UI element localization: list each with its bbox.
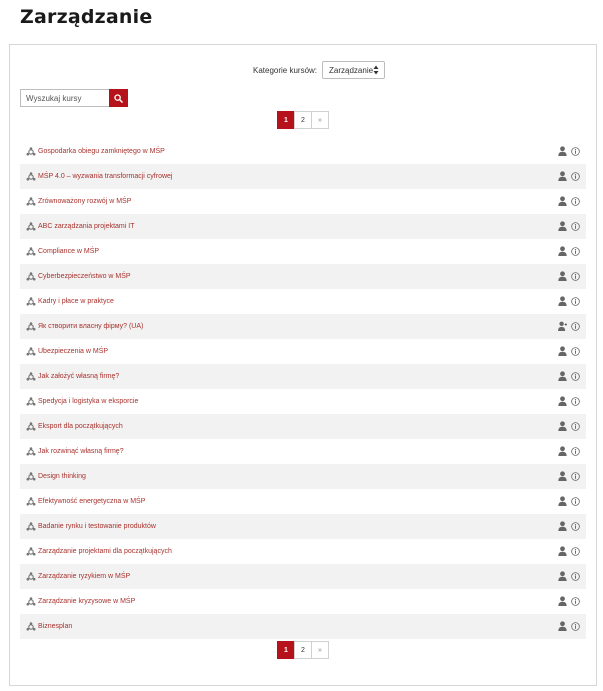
page-link-1[interactable]: 1 xyxy=(277,111,295,129)
course-row xyxy=(20,439,586,464)
course-icon xyxy=(26,297,36,307)
course-row xyxy=(20,314,586,339)
user-icon[interactable] xyxy=(558,571,567,581)
course-row xyxy=(20,339,586,364)
course-actions xyxy=(558,221,580,231)
page-link-2[interactable]: 2 xyxy=(294,641,312,659)
course-link[interactable]: Zarządzanie kryzysowe w MŚP xyxy=(38,598,136,605)
course-icon xyxy=(26,222,36,232)
course-link[interactable]: Як створити власну фірму? (UA) xyxy=(38,323,144,330)
page-link-1[interactable]: 1 xyxy=(277,641,295,659)
course-actions xyxy=(558,146,580,156)
course-link[interactable]: Jak rozwinąć własną firmę? xyxy=(38,448,124,455)
course-actions xyxy=(558,571,580,581)
course-icon xyxy=(26,272,36,282)
user-icon[interactable] xyxy=(558,596,567,606)
pagination-top xyxy=(277,111,329,129)
info-icon[interactable] xyxy=(571,172,580,181)
user-icon[interactable] xyxy=(558,396,567,406)
user-icon[interactable] xyxy=(558,371,567,381)
course-link[interactable]: Cyberbezpieczeństwo w MŚP xyxy=(38,273,131,280)
page-title: Zarządzanie xyxy=(20,6,153,28)
course-icon xyxy=(26,172,36,182)
category-select-value: Zarządzanie xyxy=(329,65,374,75)
course-row xyxy=(20,189,586,214)
course-link[interactable]: ABC zarządzania projektami IT xyxy=(38,223,135,230)
course-link[interactable]: Zarządzanie ryzykiem w MŚP xyxy=(38,573,131,580)
course-icon xyxy=(26,497,36,507)
course-icon xyxy=(26,422,36,432)
course-row xyxy=(20,389,586,414)
course-link[interactable]: Zarządzanie projektami dla początkujących xyxy=(38,548,172,555)
user-icon[interactable] xyxy=(558,246,567,256)
info-icon[interactable] xyxy=(571,572,580,581)
course-row xyxy=(20,464,586,489)
category-filter xyxy=(10,61,596,79)
info-icon[interactable] xyxy=(571,472,580,481)
info-icon[interactable] xyxy=(571,197,580,206)
course-row xyxy=(20,539,586,564)
course-link[interactable]: Spedycja i logistyka w eksporcie xyxy=(38,398,139,405)
course-actions xyxy=(558,546,580,556)
info-icon[interactable] xyxy=(571,397,580,406)
course-row xyxy=(20,514,586,539)
course-icon xyxy=(26,147,36,157)
user-icon[interactable] xyxy=(558,146,567,156)
info-icon[interactable] xyxy=(571,522,580,531)
course-actions xyxy=(558,396,580,406)
category-select[interactable] xyxy=(322,61,385,79)
info-icon[interactable] xyxy=(571,597,580,606)
course-actions xyxy=(558,421,580,431)
info-icon[interactable] xyxy=(571,497,580,506)
user-icon[interactable] xyxy=(558,521,567,531)
course-row xyxy=(20,164,586,189)
course-actions xyxy=(558,246,580,256)
course-link[interactable]: Eksport dla początkujących xyxy=(38,423,123,430)
course-link[interactable]: Badanie rynku i testowanie produktów xyxy=(38,523,156,530)
course-icon xyxy=(26,622,36,632)
info-icon[interactable] xyxy=(571,372,580,381)
course-row xyxy=(20,289,586,314)
page-next[interactable]: » xyxy=(311,641,329,659)
user-icon[interactable] xyxy=(558,171,567,181)
course-icon xyxy=(26,322,36,332)
course-link[interactable]: Kadry i płace w praktyce xyxy=(38,298,114,305)
course-row xyxy=(20,239,586,264)
course-row xyxy=(20,489,586,514)
info-icon[interactable] xyxy=(571,222,580,231)
pagination-bottom xyxy=(277,641,329,659)
course-actions xyxy=(558,196,580,206)
course-actions xyxy=(558,521,580,531)
course-link[interactable]: Zrównoważony rozwój w MŚP xyxy=(38,198,132,205)
user-icon[interactable] xyxy=(558,196,567,206)
user-icon[interactable] xyxy=(558,221,567,231)
user-icon[interactable] xyxy=(558,271,567,281)
info-icon[interactable] xyxy=(571,547,580,556)
course-link[interactable]: Gospodarka obiegu zamkniętego w MŚP xyxy=(38,148,165,155)
course-actions xyxy=(558,171,580,181)
user-icon[interactable] xyxy=(558,621,567,631)
course-row xyxy=(20,414,586,439)
course-actions xyxy=(558,496,580,506)
course-search xyxy=(20,89,128,107)
user-icon[interactable] xyxy=(558,296,567,306)
course-link[interactable]: Jak założyć własną firmę? xyxy=(38,373,120,380)
user-icon[interactable] xyxy=(558,496,567,506)
info-icon[interactable] xyxy=(571,272,580,281)
course-actions xyxy=(558,596,580,606)
info-icon[interactable] xyxy=(571,447,580,456)
info-icon[interactable] xyxy=(571,247,580,256)
course-actions xyxy=(558,321,580,331)
course-icon xyxy=(26,197,36,207)
sort-caret-icon xyxy=(373,65,379,75)
user-icon[interactable] xyxy=(558,421,567,431)
search-button[interactable] xyxy=(109,89,128,107)
user-icon[interactable] xyxy=(558,346,567,356)
course-panel xyxy=(9,44,597,686)
course-row xyxy=(20,589,586,614)
course-row xyxy=(20,564,586,589)
info-icon[interactable] xyxy=(571,347,580,356)
user-icon[interactable] xyxy=(558,546,567,556)
info-icon[interactable] xyxy=(571,622,580,631)
course-icon xyxy=(26,347,36,357)
course-icon xyxy=(26,247,36,257)
info-icon[interactable] xyxy=(571,297,580,306)
course-icon xyxy=(26,397,36,407)
user-icon[interactable] xyxy=(558,471,567,481)
course-actions xyxy=(558,346,580,356)
course-icon xyxy=(26,372,36,382)
course-row xyxy=(20,264,586,289)
page-link-2[interactable]: 2 xyxy=(294,111,312,129)
info-icon[interactable] xyxy=(571,322,580,331)
course-row xyxy=(20,614,586,639)
course-actions xyxy=(558,446,580,456)
search-icon xyxy=(114,94,123,103)
course-actions xyxy=(558,271,580,281)
course-link[interactable]: MŚP 4.0 – wyzwania transformacji cyfrowej xyxy=(38,173,173,180)
course-actions xyxy=(558,621,580,631)
course-link[interactable]: Design thinking xyxy=(38,473,86,480)
user-icon[interactable] xyxy=(558,446,567,456)
course-link[interactable]: Compliance w MŚP xyxy=(38,248,100,255)
course-icon xyxy=(26,472,36,482)
info-icon[interactable] xyxy=(571,147,580,156)
course-link[interactable]: Biznesplan xyxy=(38,623,73,630)
course-icon xyxy=(26,522,36,532)
course-icon xyxy=(26,572,36,582)
course-row xyxy=(20,139,586,164)
course-icon xyxy=(26,547,36,557)
course-link[interactable]: Ubezpieczenia w MŚP xyxy=(38,348,109,355)
course-row xyxy=(20,214,586,239)
info-icon[interactable] xyxy=(571,422,580,431)
category-filter-label: Kategorie kursów: xyxy=(252,65,318,75)
course-link[interactable]: Efektywność energetyczna w MŚP xyxy=(38,498,146,505)
course-actions xyxy=(558,296,580,306)
user-plus-icon[interactable] xyxy=(558,321,567,331)
course-icon xyxy=(26,597,36,607)
course-actions xyxy=(558,371,580,381)
course-actions xyxy=(558,471,580,481)
search-input[interactable] xyxy=(20,89,109,107)
page-next[interactable]: » xyxy=(311,111,329,129)
course-row xyxy=(20,364,586,389)
course-icon xyxy=(26,447,36,457)
course-list xyxy=(20,139,586,639)
